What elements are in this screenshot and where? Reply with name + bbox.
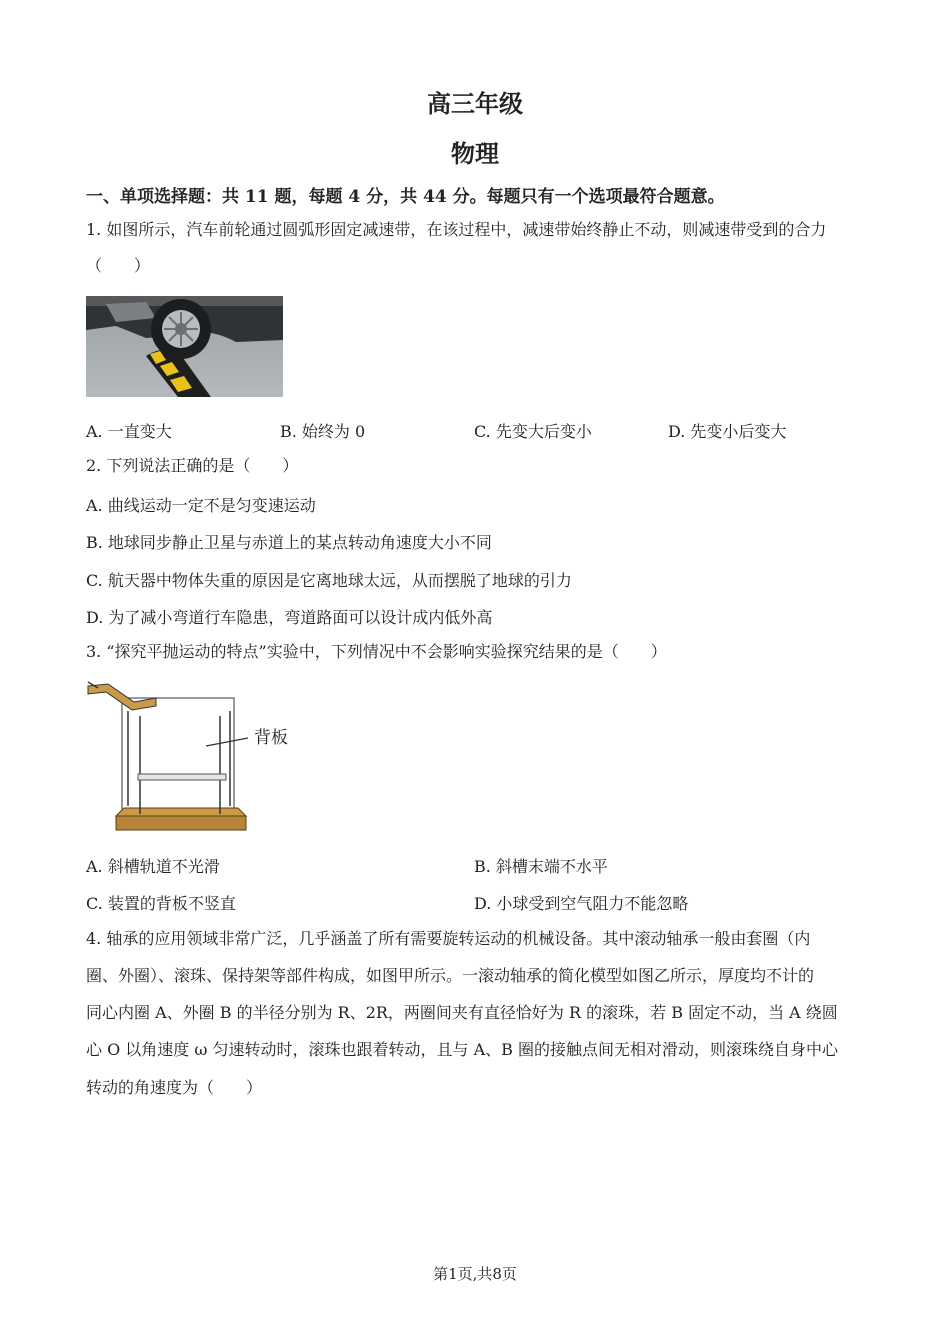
q4-line4: 心 O 以角速度 ω 匀速转动时，滚珠也跟着转动，且与 A、B 圈的接触点间无相对滑动，则滚珠绕自身中心 bbox=[86, 1040, 838, 1059]
q1-stem-line2: （ ） bbox=[86, 256, 151, 275]
q2-option-a: A. 曲线运动一定不是匀变速运动 bbox=[86, 496, 316, 515]
apparatus-diagram bbox=[86, 676, 306, 834]
projectile-apparatus-figure bbox=[86, 676, 306, 834]
q2-option-d: D. 为了减小弯道行车隐患，弯道路面可以设计成内低外高 bbox=[86, 608, 493, 627]
q1-option-d: D. 先变小后变大 bbox=[668, 422, 787, 441]
q4-line1: 4. 轴承的应用领域非常广泛，几乎涵盖了所有需要旋转运动的机械设备。其中滚动轴承一般由套圈（内 bbox=[86, 929, 811, 948]
q3-option-d: D. 小球受到空气阻力不能忽略 bbox=[474, 894, 689, 913]
q4-line5: 转动的角速度为（ ） bbox=[86, 1078, 263, 1097]
q4-line3: 同心内圈 A、外圈 B 的半径分别为 R、2R，两圈间夹有直径恰好为 R 的滚珠，若 B 固定不动，当 A 绕圆 bbox=[86, 1003, 838, 1022]
q4-line2: 圈、外圈）、滚珠、保持架等部件构成，如图甲所示。一滚动轴承的简化模型如图乙所示，厚度均不计的 bbox=[86, 966, 815, 985]
q2-option-b: B. 地球同步静止卫星与赤道上的某点转动角速度大小不同 bbox=[86, 533, 492, 552]
q3-option-b: B. 斜槽末端不水平 bbox=[474, 857, 608, 876]
page-title: 高三年级 bbox=[427, 89, 523, 118]
q2-option-c: C. 航天器中物体失重的原因是它离地球太远，从而摆脱了地球的引力 bbox=[86, 571, 572, 590]
q1-option-c: C. 先变大后变小 bbox=[474, 422, 592, 441]
subject-title: 物理 bbox=[451, 139, 499, 168]
backboard-label: 背板 bbox=[254, 728, 288, 748]
section-heading: 一、单项选择题：共 11 题，每题 4 分，共 44 分。每题只有一个选项最符合题意。 bbox=[86, 187, 725, 207]
page-number: 第1页,共8页 bbox=[433, 1265, 517, 1283]
q3-option-c: C. 装置的背板不竖直 bbox=[86, 894, 236, 913]
car-speed-bump-image bbox=[86, 296, 283, 397]
q3-option-a: A. 斜槽轨道不光滑 bbox=[86, 857, 220, 876]
q1-option-a: A. 一直变大 bbox=[86, 422, 172, 441]
q3-stem: 3. “探究平抛运动的特点”实验中，下列情况中不会影响实验探究结果的是（ ） bbox=[86, 642, 667, 661]
q2-stem: 2. 下列说法正确的是（ ） bbox=[86, 456, 299, 475]
q1-stem-line1: 1. 如图所示，汽车前轮通过圆弧形固定减速带，在该过程中，减速带始终静止不动，则减速带受到的合力 bbox=[86, 220, 827, 239]
q1-option-b: B. 始终为 0 bbox=[280, 422, 366, 441]
car-speed-bump-photo bbox=[86, 296, 283, 397]
